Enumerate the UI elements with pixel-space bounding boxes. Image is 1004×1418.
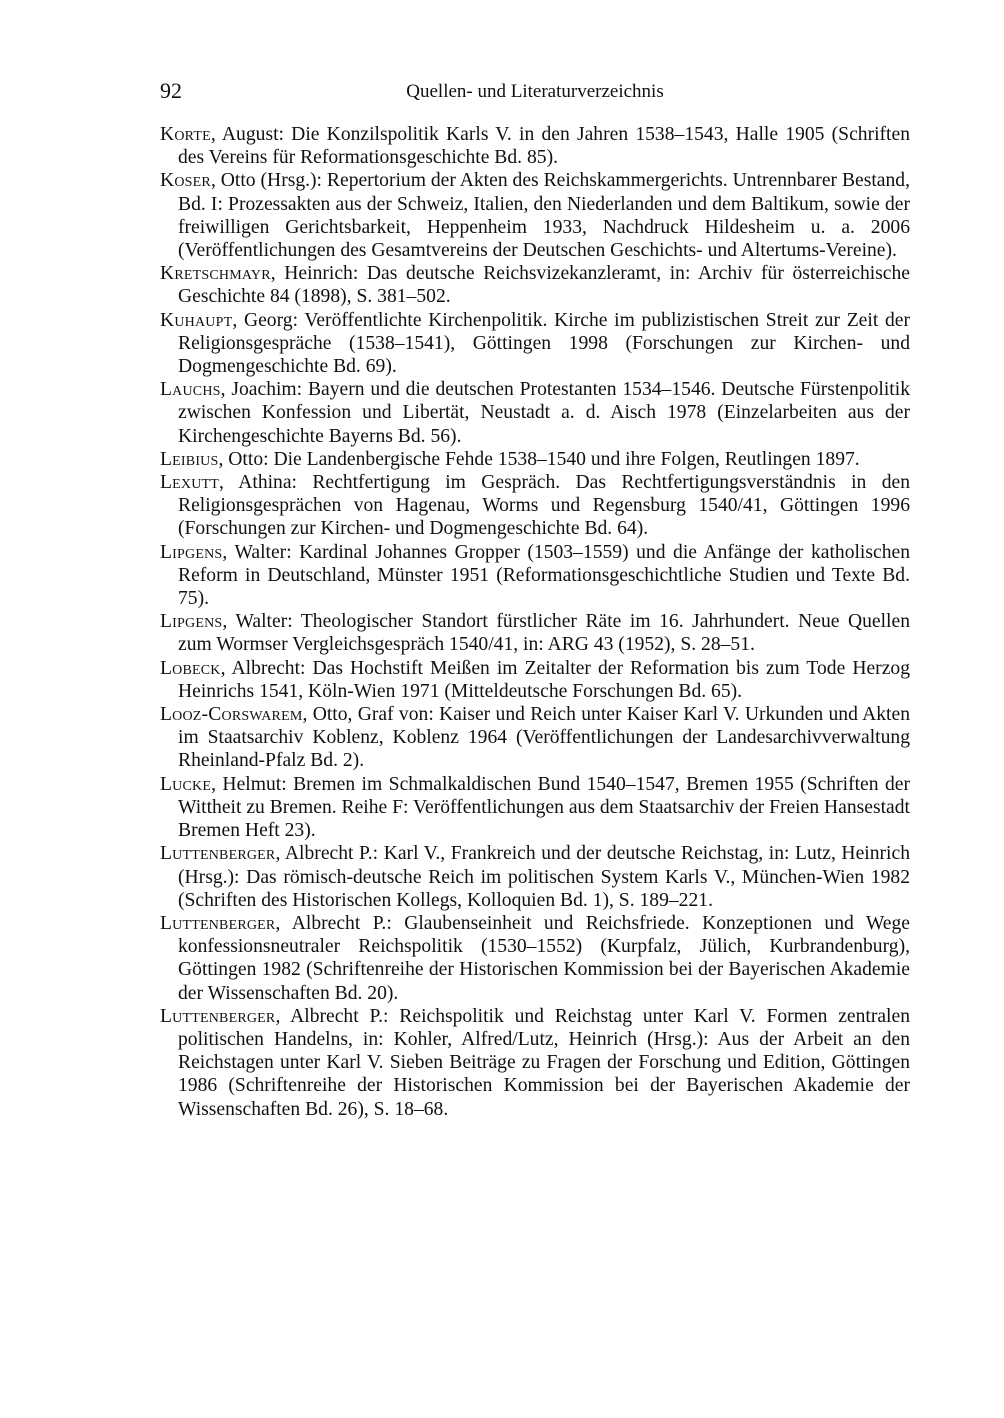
running-head: Quellen- und Literaturverzeichnis [406,81,664,102]
bibliography-entry [160,1005,910,1121]
page-header [160,78,910,108]
bibliography-entry [160,610,910,656]
bibliography-entry [160,703,910,773]
page-number: 92 [160,78,182,103]
entry-details: , Walter: Theologischer Standort fürstlicher Räte im 16. Jahrhundert. Neue Quellen zum Wormser Vergleichsgespräch 1540/41, in: ARG 43 (1952), S. 28–51. [178,611,910,656]
entry-details: , Albrecht P.: Karl V., Frankreich und der deutsche Reichstag, in: Lutz, Heinrich (Hrsg.): Das römisch-deutsche Reich im politischen System Karls V., München-Wien 1982 (Schriften des Historischen Kollegs, Kolloquien Bd. 1), S. 189–221. [178,843,910,911]
bibliography-entry [160,169,910,262]
entry-details: , Georg: Veröffentlichte Kirchenpolitik. Kirche im publizistischen Streit zur Zeit der Religionsgespräche (1538–1541), Göttingen 1998 (Forschungen zur Kirchen- und Dogmengeschichte Bd. 69). [178,309,910,378]
entry-details: , Joachim: Bayern und die deutschen Protestanten 1534–1546. Deutsche Fürstenpolitik zwischen Konfession und Libertät, Neustadt a. d. Aisch 1978 (Einzelarbeiten aus der Kirchengeschichte Bayerns Bd. 56). [178,379,910,447]
bibliography-entry [160,657,910,703]
entry-author: Luttenberger [160,912,276,934]
entry-author: Lucke [160,773,212,795]
entry-author: Lobeck [160,657,221,679]
bibliography-entry [160,448,910,471]
bibliography-entry [160,541,910,611]
bibliography-entry [160,842,910,912]
entry-author: Looz-Corswarem [160,704,303,726]
entry-author: Lexutt [160,472,220,494]
entry-author: Korte [160,124,211,145]
bibliography-entry [160,123,910,169]
bibliography-list [160,123,910,1121]
bibliography-entry [160,262,910,308]
entry-author: Luttenberger [160,1005,276,1027]
entry-author: Lipgens [160,611,223,633]
entry-details: , Otto: Die Landenbergische Fehde 1538–1540 und ihre Folgen, Reutlingen 1897. [218,448,860,470]
bibliography-entry [160,773,910,843]
entry-details: , Walter: Kardinal Johannes Gropper (1503–1559) und die Anfänge der katholischen Reform in Deutschland, Münster 1951 (Reformationsgeschichtliche Studien und Texte Bd. 75). [178,541,910,610]
entry-details: , Otto, Graf von: Kaiser und Reich unter Kaiser Karl V. Urkunden und Akten im Staatsarchiv Koblenz, Koblenz 1964 (Veröffentlichungen der Landesarchivverwaltung Rheinland-Pfalz Bd. 2). [178,704,910,772]
entry-author: Kretschmayr [160,263,271,285]
entry-author: Luttenberger [160,843,276,865]
entry-author: Kuhaupt [160,309,233,331]
entry-author: Koser [160,170,211,192]
entry-author: Lipgens [160,541,223,563]
entry-details: , Heinrich: Das deutsche Reichsvizekanzleramt, in: Archiv für österreichische Geschichte 84 (1898), S. 381–502. [178,263,910,308]
entry-details: , Albrecht: Das Hochstift Meißen im Zeitalter der Reformation bis zum Tode Herzog Heinrichs 1541, Köln-Wien 1971 (Mitteldeutsche Forschungen Bd. 65). [178,657,910,702]
bibliography-entry [160,378,910,448]
entry-author: Leibius [160,448,219,470]
entry-details: , August: Die Konzilspolitik Karls V. in den Jahren 1538–1543, Halle 1905 (Schriften des Vereins für Reformationsgeschichte Bd. 85). [178,124,910,169]
entry-details: , Albrecht P.: Reichspolitik und Reichstag unter Karl V. Formen zentralen politischen Handelns, in: Kohler, Alfred/Lutz, Heinrich (Hrsg.): Aus der Arbeit an den Reichstagen unter Karl V. Sieben Beiträge zu Fragen der Forschung und Edition, Göttingen 1986 (Schriftenreihe der Historischen Kommission bei der Bayerischen Akademie der Wissenschaften Bd. 26), S. 18–68. [178,1005,910,1120]
bibliography-entry [160,471,910,541]
entry-author: Lauchs [160,379,221,401]
entry-details: , Albrecht P.: Glaubenseinheit und Reichsfriede. Konzeptionen und Wege konfessionsneutraler Reichspolitik (1530–1552) (Kurpfalz, Jülich, Kurbrandenburg), Göttingen 1982 (Schriftenreihe der Historischen Kommission bei der Bayerischen Akademie der Wissenschaften Bd. 20). [178,912,910,1004]
bibliography-entry [160,309,910,379]
entry-details: , Otto (Hrsg.): Repertorium der Akten des Reichskammergerichts. Untrennbarer Bestand, Bd. I: Prozessakten aus der Schweiz, Italien, den Niederlanden und dem Baltikum, sowie der freiwilligen Gerichtsbarkeit, Heppenheim 1933, Nachdruck Hildesheim u. a. 2006 (Veröffentlichungen des Gesamtvereins der Deutschen Geschichts- und Altertums-Vereine). [178,170,910,262]
entry-details: , Athina: Rechtfertigung im Gespräch. Das Rechtfertigungsverständnis in den Religionsgesprächen von Hagenau, Worms und Regensburg 1540/41, Göttingen 1996 (Forschungen zur Kirchen- und Dogmengeschichte Bd. 64). [178,472,910,540]
entry-details: , Helmut: Bremen im Schmalkaldischen Bund 1540–1547, Bremen 1955 (Schriften der Wittheit zu Bremen. Reihe F: Veröffentlichungen aus dem Staatsarchiv der Freien Hansestadt Bremen Heft 23). [178,773,910,842]
bibliography-entry [160,912,910,1005]
